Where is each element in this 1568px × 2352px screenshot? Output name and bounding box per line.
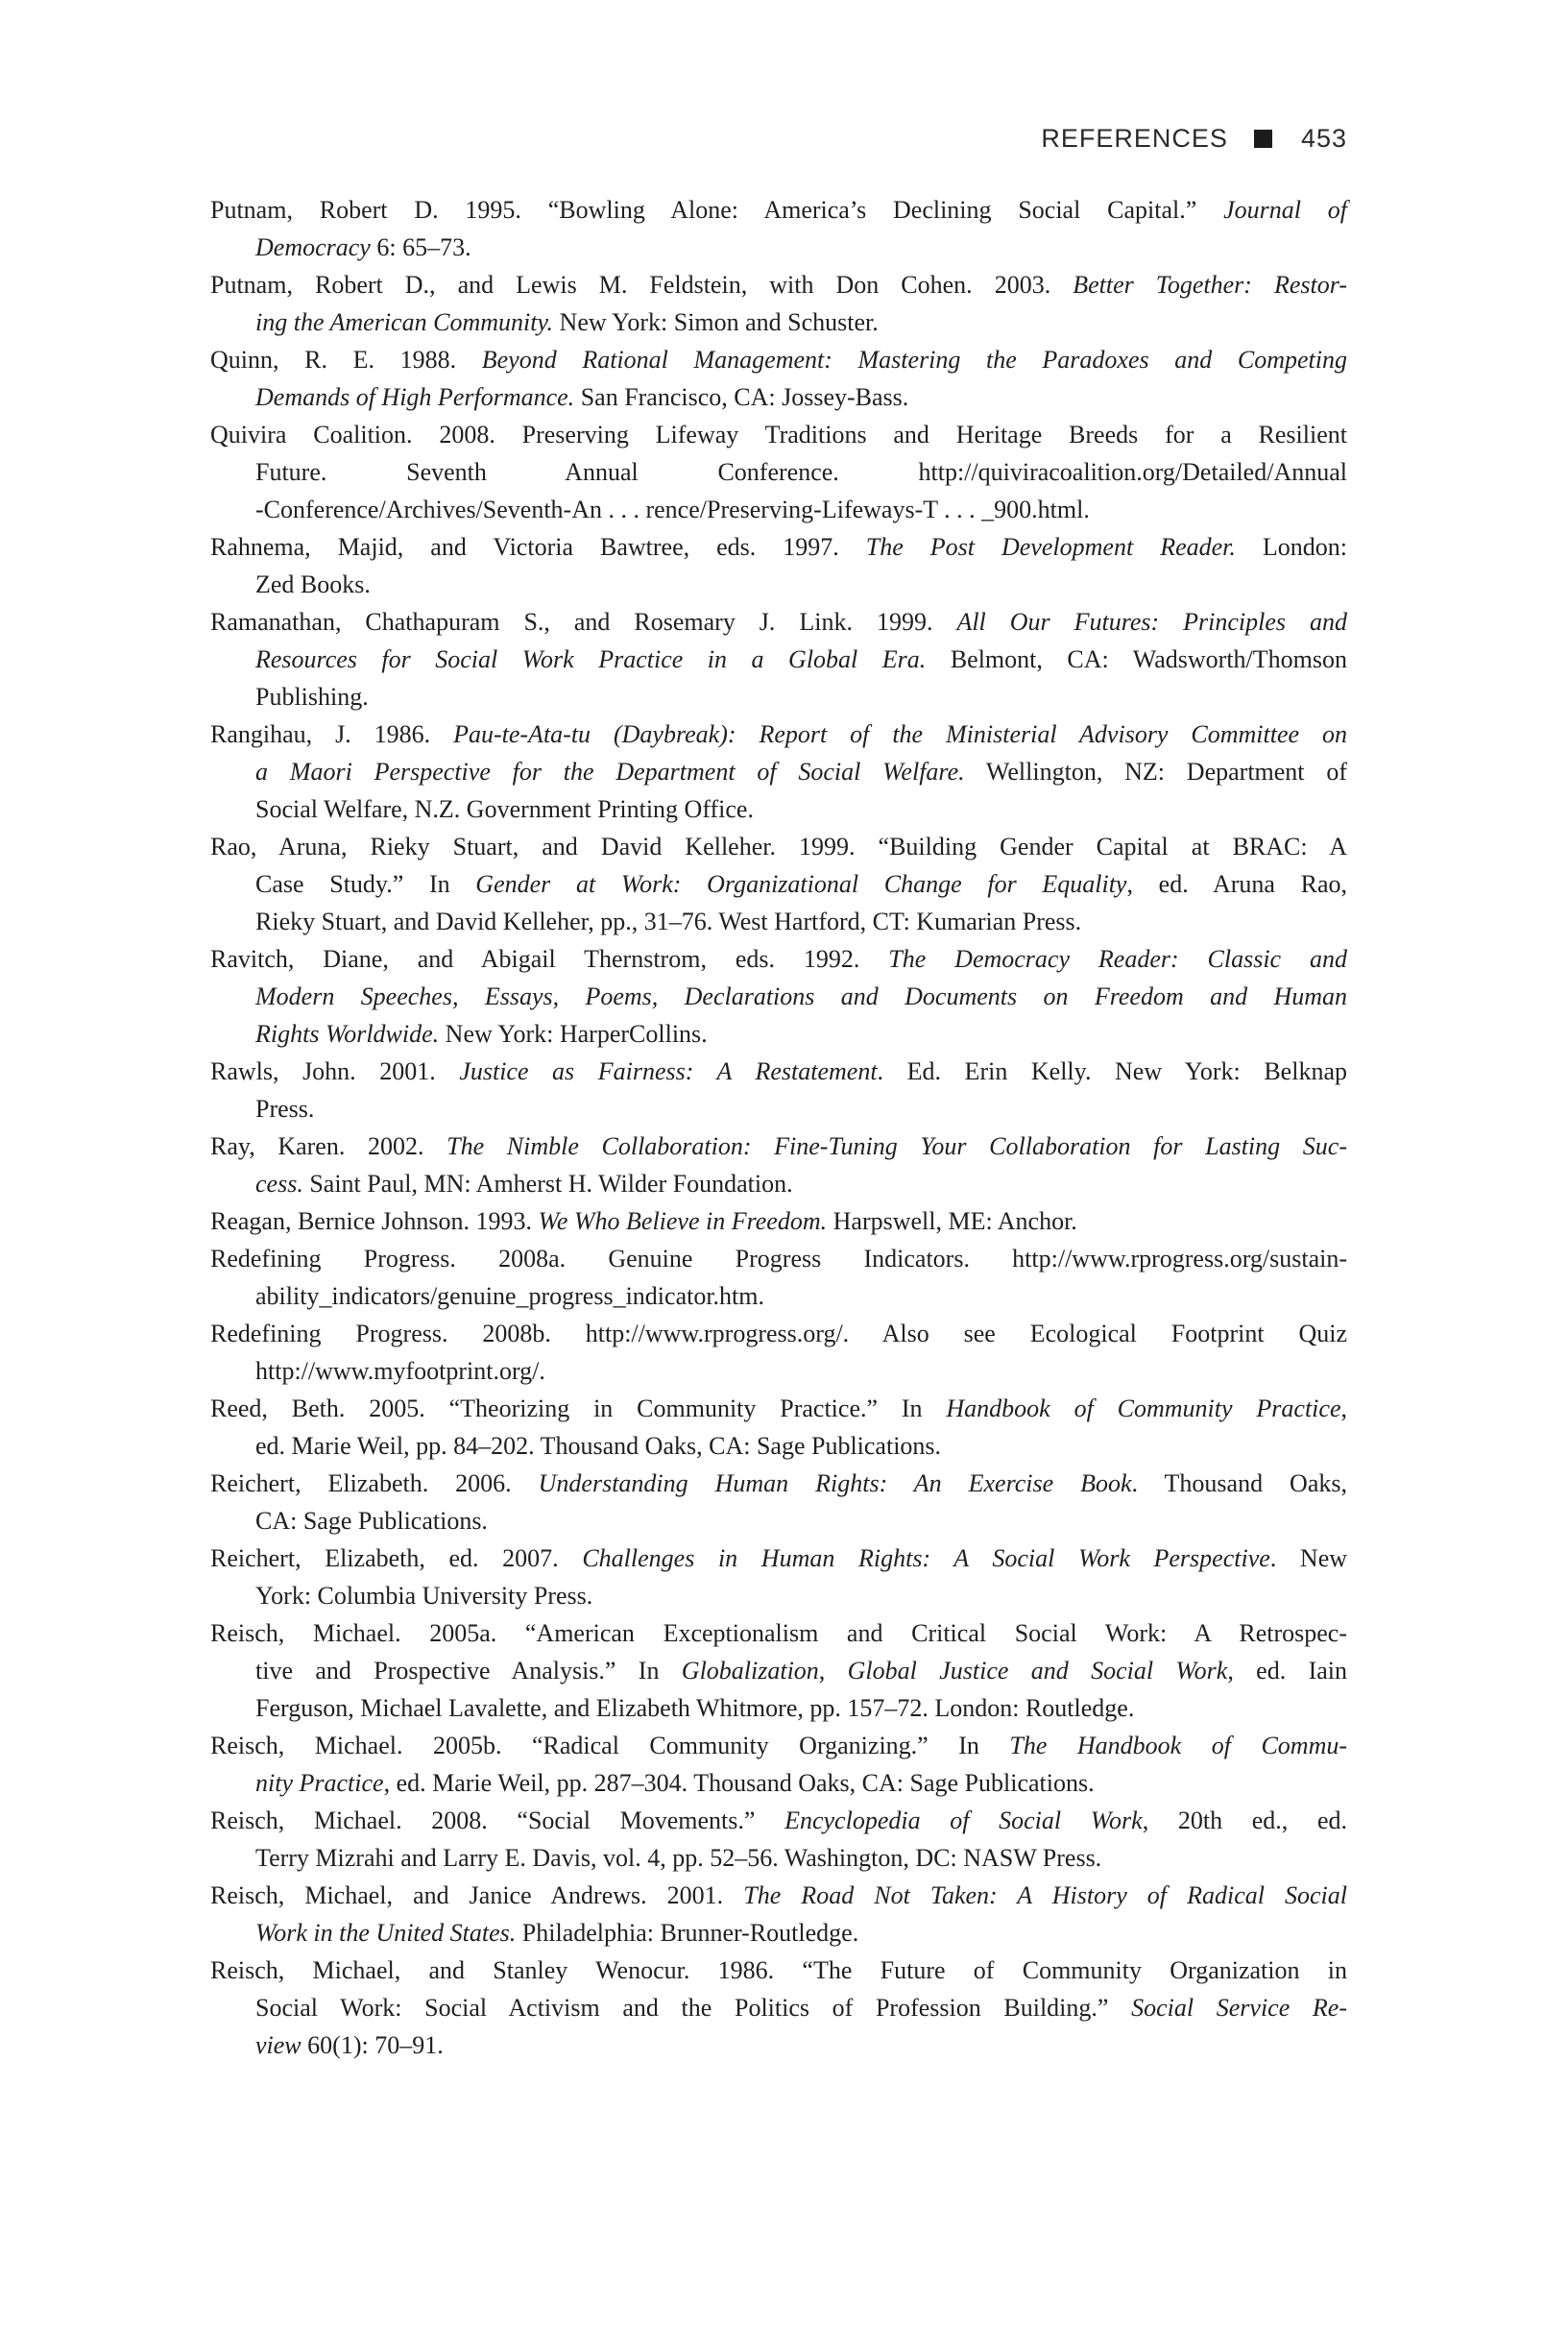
text-run: Wellington, NZ: Department of bbox=[964, 758, 1347, 786]
italic-text-run: The Handbook of Commu- bbox=[1009, 1732, 1348, 1759]
reference-line bbox=[210, 1315, 1347, 1352]
reference-entry bbox=[210, 191, 1347, 266]
text-run: Rahnema, Majid, and Victoria Bawtree, eds. 1997. bbox=[210, 533, 866, 561]
text-run: Harpswell, ME: Anchor. bbox=[827, 1207, 1077, 1235]
text-run: New York: Simon and Schuster. bbox=[553, 308, 879, 336]
italic-text-run: Rights Worldwide. bbox=[255, 1020, 440, 1048]
text-run: Reichert, Elizabeth, ed. 2007. bbox=[210, 1544, 583, 1572]
text-run: 6: 65–73. bbox=[370, 233, 471, 261]
italic-text-run: The Nimble Collaboration: Fine-Tuning Your Collaboration for Lasting Suc- bbox=[446, 1132, 1347, 1160]
text-run: Reed, Beth. 2005. “Theorizing in Community Practice.” In bbox=[210, 1394, 947, 1422]
reference-entry bbox=[210, 603, 1347, 715]
reference-entry bbox=[210, 1614, 1347, 1727]
text-run: York: Columbia University Press. bbox=[255, 1582, 593, 1610]
text-run: Terry Mizrahi and Larry E. Davis, vol. 4, pp. 52–56. Washington, DC: NASW Press. bbox=[255, 1844, 1102, 1872]
reference-entry bbox=[210, 1202, 1347, 1240]
italic-text-run: Encyclopedia of Social Work bbox=[784, 1806, 1143, 1834]
text-run: Redefining Progress. 2008b. http://www.rprogress.org/. Also see Ecological Footprint Quiz bbox=[210, 1320, 1347, 1347]
reference-line bbox=[210, 641, 1347, 678]
text-run: ability_indicators/genuine_progress_indicator.htm. bbox=[255, 1282, 765, 1310]
italic-text-run: Better Together: Restor- bbox=[1073, 271, 1347, 299]
text-run: 60(1): 70–91. bbox=[301, 2031, 444, 2059]
text-run: Ray, Karen. 2002. bbox=[210, 1132, 447, 1160]
reference-line bbox=[210, 603, 1347, 641]
italic-text-run: The Road Not Taken: A History of Radical Social bbox=[743, 1881, 1348, 1909]
reference-line bbox=[210, 453, 1347, 491]
text-run: Quivira Coalition. 2008. Preserving Lifeway Traditions and Heritage Breeds for a Resilient bbox=[210, 421, 1347, 449]
text-run: Reisch, Michael, and Stanley Wenocur. 1986. “The Future of Community Organization in bbox=[210, 1956, 1347, 1984]
text-run: Future. Seventh Annual Conference. http://quiviracoalition.org/Detailed/Annual bbox=[255, 458, 1347, 486]
text-run: Rieky Stuart, and David Kelleher, pp., 31–76. West Hartford, CT: Kumarian Press. bbox=[255, 908, 1082, 935]
text-run: , ed. Iain bbox=[1227, 1657, 1347, 1685]
reference-line bbox=[210, 678, 1347, 715]
reference-entry bbox=[210, 940, 1347, 1053]
text-run: London: bbox=[1235, 533, 1347, 561]
reference-line bbox=[210, 303, 1347, 341]
reference-entry bbox=[210, 1727, 1347, 1802]
reference-line bbox=[210, 828, 1347, 865]
italic-text-run: Demands of High Performance. bbox=[255, 383, 575, 411]
italic-text-run: Handbook of Community Practice bbox=[946, 1394, 1341, 1422]
reference-line bbox=[210, 1465, 1347, 1502]
reference-entry bbox=[210, 715, 1347, 828]
reference-line bbox=[210, 2026, 1347, 2064]
reference-line bbox=[210, 1614, 1347, 1652]
reference-entry bbox=[210, 1390, 1347, 1465]
italic-text-run: Justice as Fairness: A Restatement bbox=[459, 1057, 878, 1085]
reference-entry bbox=[210, 1877, 1347, 1952]
reference-line bbox=[210, 1090, 1347, 1128]
text-run: Putnam, Robert D. 1995. “Bowling Alone: America’s Declining Social Capital.” bbox=[210, 196, 1224, 224]
italic-text-run: Work in the United States. bbox=[255, 1919, 517, 1947]
italic-text-run: Challenges in Human Rights: A Social Work Perspective bbox=[582, 1544, 1270, 1572]
text-run: Philadelphia: Brunner-Routledge. bbox=[516, 1919, 859, 1947]
reference-line bbox=[210, 1802, 1347, 1839]
reference-line bbox=[210, 978, 1347, 1015]
text-run: , 20th ed., ed. bbox=[1142, 1806, 1348, 1834]
italic-text-run: Globalization, Global Justice and Social Work bbox=[681, 1657, 1228, 1685]
italic-text-run: Resources for Social Work Practice in a Global Era. bbox=[255, 645, 927, 673]
text-run: Reisch, Michael. 2005b. “Radical Community Organizing.” In bbox=[210, 1732, 1010, 1759]
section-marker-square-icon bbox=[1254, 130, 1272, 148]
text-run: Putnam, Robert D., and Lewis M. Feldstein, with Don Cohen. 2003. bbox=[210, 271, 1073, 299]
reference-line bbox=[210, 1914, 1347, 1952]
text-run: Publishing. bbox=[255, 683, 369, 711]
text-run: Reisch, Michael, and Janice Andrews. 2001. bbox=[210, 1881, 744, 1909]
reference-entry bbox=[210, 828, 1347, 940]
reference-line bbox=[210, 1764, 1347, 1802]
reference-entry bbox=[210, 1128, 1347, 1202]
italic-text-run: ing the American Community. bbox=[255, 308, 554, 336]
reference-line bbox=[210, 790, 1347, 828]
reference-entry bbox=[210, 1540, 1347, 1614]
reference-line bbox=[210, 1727, 1347, 1764]
reference-line bbox=[210, 491, 1347, 528]
text-run: Quinn, R. E. 1988. bbox=[210, 346, 482, 374]
reference-entry bbox=[210, 341, 1347, 416]
reference-entry bbox=[210, 1240, 1347, 1315]
text-run: CA: Sage Publications. bbox=[255, 1507, 488, 1535]
running-head bbox=[210, 126, 1347, 152]
page-number: 453 bbox=[1300, 124, 1347, 153]
reference-entry bbox=[210, 416, 1347, 528]
reference-line bbox=[210, 1202, 1347, 1240]
reference-line bbox=[210, 341, 1347, 378]
text-run: Reichert, Elizabeth. 2006. bbox=[210, 1469, 539, 1497]
reference-line bbox=[210, 266, 1347, 303]
reference-line bbox=[210, 1352, 1347, 1390]
text-run: Redefining Progress. 2008a. Genuine Progress Indicators. http://www.rprogress.org/sustain- bbox=[210, 1245, 1347, 1273]
text-run: ed. Marie Weil, pp. 84–202. Thousand Oaks, CA: Sage Publications. bbox=[255, 1432, 942, 1460]
reference-line bbox=[210, 753, 1347, 790]
italic-text-run: Gender at Work: Organizational Change for Equality bbox=[475, 870, 1127, 898]
reference-entry bbox=[210, 266, 1347, 341]
text-run: , bbox=[1340, 1394, 1347, 1422]
reference-line bbox=[210, 1128, 1347, 1165]
reference-line bbox=[210, 528, 1347, 566]
text-run: , ed. Marie Weil, pp. 287–304. Thousand Oaks, CA: Sage Publications. bbox=[383, 1769, 1095, 1797]
text-run: . Ed. Erin Kelly. New York: Belknap bbox=[877, 1057, 1347, 1085]
text-run: New York: HarperCollins. bbox=[439, 1020, 708, 1048]
text-run: Case Study.” In bbox=[255, 870, 476, 898]
reference-line bbox=[210, 1877, 1347, 1914]
reference-line bbox=[210, 1240, 1347, 1277]
reference-entry bbox=[210, 1952, 1347, 2064]
text-run: Reisch, Michael. 2005a. “American Exceptionalism and Critical Social Work: A Retrospec- bbox=[210, 1619, 1347, 1647]
reference-line bbox=[210, 229, 1347, 266]
text-run: Ramanathan, Chathapuram S., and Rosemary J. Link. 1999. bbox=[210, 608, 957, 636]
reference-line bbox=[210, 378, 1347, 416]
reference-line bbox=[210, 865, 1347, 903]
italic-text-run: The Post Development Reader. bbox=[865, 533, 1236, 561]
italic-text-run: All Our Futures: Principles and bbox=[956, 608, 1347, 636]
reference-line bbox=[210, 1502, 1347, 1540]
reference-line bbox=[210, 1689, 1347, 1727]
reference-line bbox=[210, 1540, 1347, 1577]
text-run: Rangihau, J. 1986. bbox=[210, 720, 454, 748]
text-run: tive and Prospective Analysis.” In bbox=[255, 1657, 682, 1685]
text-run: Rao, Aruna, Rieky Stuart, and David Kelleher. 1999. “Building Gender Capital at BRAC: A bbox=[210, 833, 1347, 861]
italic-text-run: cess. bbox=[255, 1170, 303, 1198]
reference-line bbox=[210, 1427, 1347, 1465]
text-run: Belmont, CA: Wadsworth/Thomson bbox=[926, 645, 1347, 673]
text-run: . New bbox=[1269, 1544, 1348, 1572]
text-run: Social Work: Social Activism and the Politics of Profession Building.” bbox=[255, 1994, 1132, 2022]
reference-line bbox=[210, 1390, 1347, 1427]
italic-text-run: Modern Speeches, Essays, Poems, Declarations and Documents on Freedom and Human bbox=[255, 982, 1347, 1010]
italic-text-run: Pau-te-Ata-tu (Daybreak): Report of the Ministerial Advisory Committee on bbox=[453, 720, 1348, 748]
italic-text-run: We Who Believe in Freedom. bbox=[538, 1207, 828, 1235]
text-run: , ed. Aruna Rao, bbox=[1126, 870, 1347, 898]
reference-line bbox=[210, 1652, 1347, 1689]
text-run: San Francisco, CA: Jossey-Bass. bbox=[574, 383, 909, 411]
text-run: http://www.myfootprint.org/. bbox=[255, 1357, 545, 1385]
text-run: Rawls, John. 2001. bbox=[210, 1057, 460, 1085]
reference-line bbox=[210, 1989, 1347, 2026]
italic-text-run: Beyond Rational Management: Mastering the Paradoxes and Competing bbox=[481, 346, 1347, 374]
reference-entry bbox=[210, 1053, 1347, 1128]
reference-line bbox=[210, 191, 1347, 229]
running-head-section-title: REFERENCES bbox=[1041, 124, 1228, 153]
italic-text-run: view bbox=[255, 2031, 302, 2059]
reference-line bbox=[210, 1053, 1347, 1090]
text-run: Social Welfare, N.Z. Government Printing Office. bbox=[255, 795, 754, 823]
reference-entry bbox=[210, 1465, 1347, 1540]
italic-text-run: a Maori Perspective for the Department of Social Welfare. bbox=[255, 758, 965, 786]
reference-entry bbox=[210, 1802, 1347, 1877]
italic-text-run: The Democracy Reader: Classic and bbox=[888, 945, 1347, 973]
text-run: Ferguson, Michael Lavalette, and Elizabeth Whitmore, pp. 157–72. London: Routledge. bbox=[255, 1694, 1135, 1722]
reference-line bbox=[210, 1952, 1347, 1989]
text-run: . Thousand Oaks, bbox=[1131, 1469, 1347, 1497]
text-run: Press. bbox=[255, 1095, 315, 1123]
text-run: -Conference/Archives/Seventh-An . . . rence/Preserving-Lifeways-T . . . _900.html. bbox=[255, 496, 1090, 523]
references-list bbox=[210, 191, 1347, 2064]
reference-entry bbox=[210, 528, 1347, 603]
italic-text-run: Democracy bbox=[255, 233, 371, 261]
text-run: Saint Paul, MN: Amherst H. Wilder Foundation. bbox=[302, 1170, 793, 1198]
text-run: Reisch, Michael. 2008. “Social Movements.” bbox=[210, 1806, 785, 1834]
text-run: Zed Books. bbox=[255, 570, 371, 598]
reference-line bbox=[210, 940, 1347, 978]
italic-text-run: Journal of bbox=[1223, 196, 1347, 224]
italic-text-run: Understanding Human Rights: An Exercise Book bbox=[538, 1469, 1132, 1497]
reference-line bbox=[210, 1165, 1347, 1202]
reference-line bbox=[210, 715, 1347, 753]
reference-line bbox=[210, 903, 1347, 940]
italic-text-run: nity Practice bbox=[255, 1769, 384, 1797]
reference-entry bbox=[210, 1315, 1347, 1390]
italic-text-run: Social Service Re- bbox=[1131, 1994, 1347, 2022]
reference-line bbox=[210, 1839, 1347, 1877]
text-run: Reagan, Bernice Johnson. 1993. bbox=[210, 1207, 539, 1235]
reference-line bbox=[210, 566, 1347, 603]
reference-line bbox=[210, 1277, 1347, 1315]
reference-line bbox=[210, 1577, 1347, 1614]
reference-line bbox=[210, 416, 1347, 453]
text-run: Ravitch, Diane, and Abigail Thernstrom, eds. 1992. bbox=[210, 945, 889, 973]
reference-line bbox=[210, 1015, 1347, 1053]
